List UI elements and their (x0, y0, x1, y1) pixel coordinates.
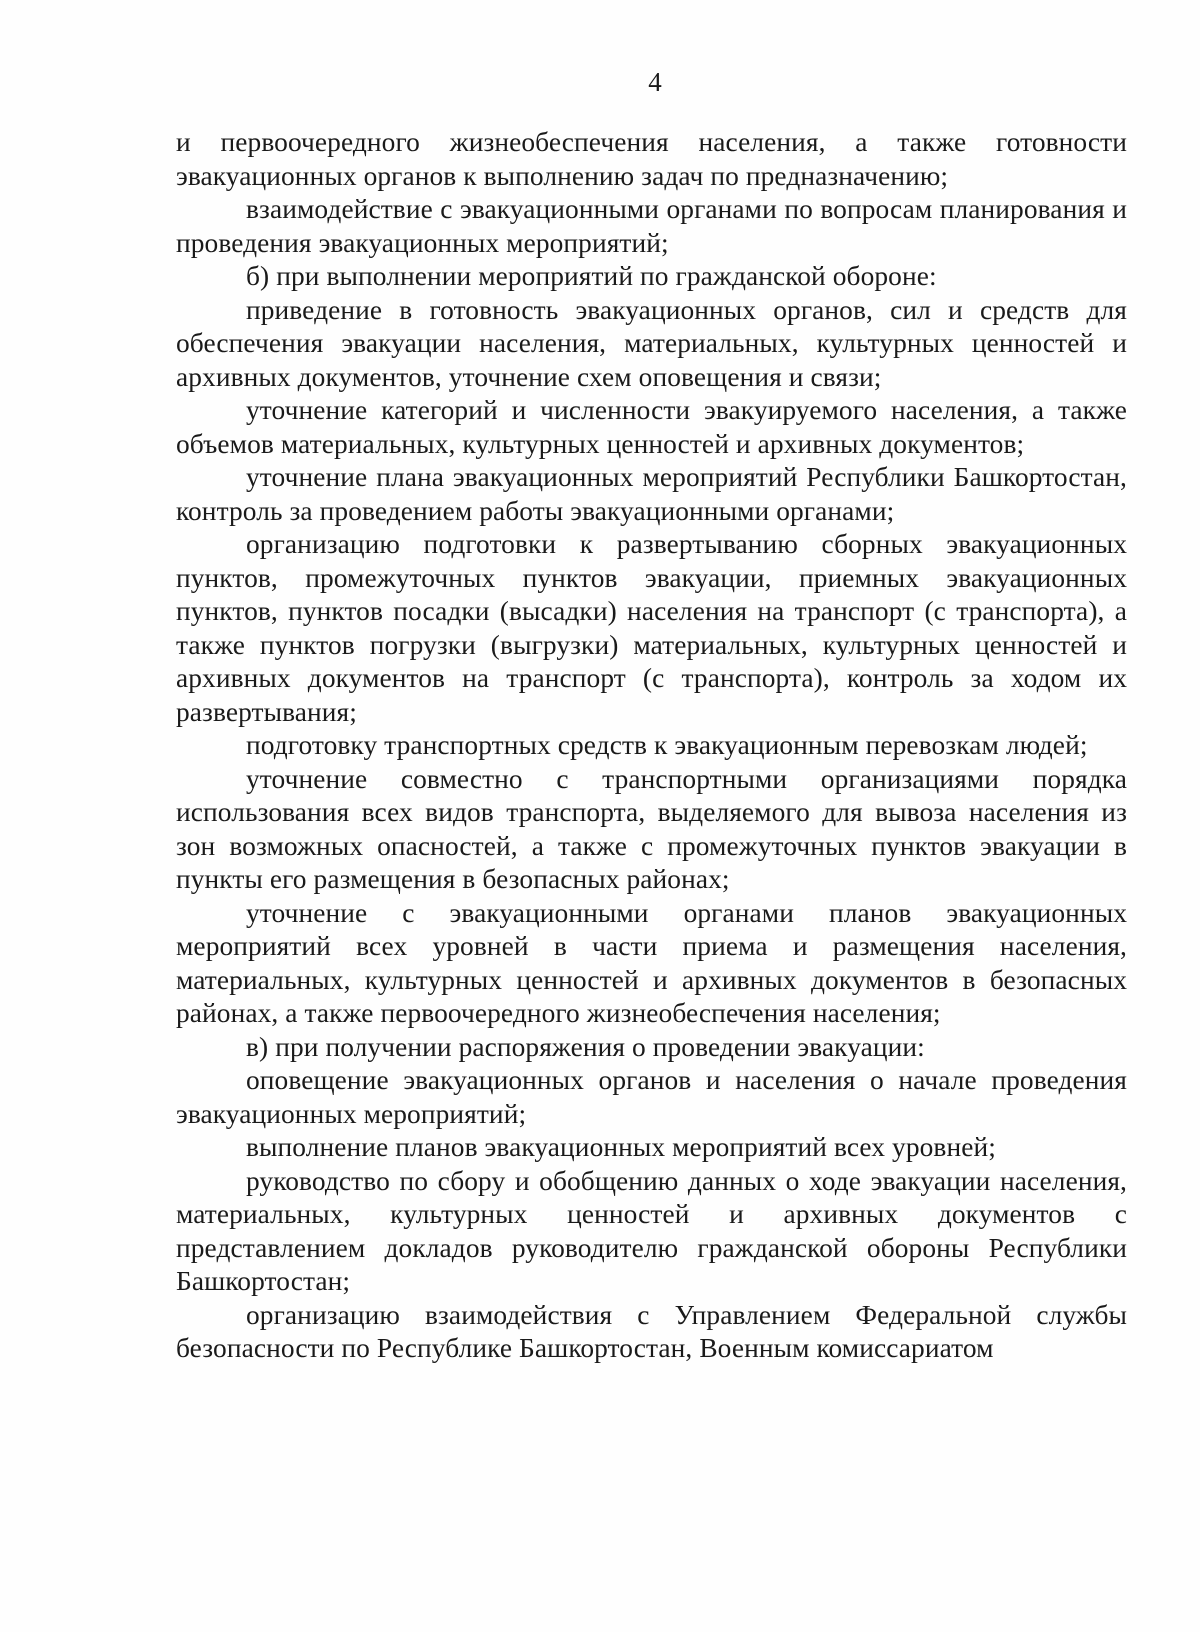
paragraph: выполнение планов эвакуационных мероприятий всех уровней; (246, 1132, 996, 1162)
document-body (176, 126, 1127, 1366)
paragraph: б) при выполнении мероприятий по гражданской обороне: (246, 261, 937, 291)
paragraph: уточнение с эвакуационными органами планов эвакуационных мероприятий всех уровней в части приема и размещения населения, материальных, культурных ценностей и архивных документов в безопасных районах, а также первоочередного жизнеобеспечения населения; (176, 897, 1127, 1028)
paragraph: приведение в готовность эвакуационных органов, сил и средств для обеспечения эвакуации населения, материальных, культурных ценностей и архивных документов, уточнение схем оповещения и связи; (176, 294, 1127, 392)
paragraph: взаимодействие с эвакуационными органами по вопросам планирования и проведения эвакуационных мероприятий; (176, 194, 1127, 258)
paragraph: и первоочередного жизнеобеспечения населения, а также готовности эвакуационных органов к выполнению задач по предназначению; (176, 127, 1127, 191)
paragraph: уточнение совместно с транспортными организациями порядка использования всех видов транспорта, выделяемого для вывоза населения из зон возможных опасностей, а также с промежуточных пунктов эвакуации в пункты его размещения в безопасных районах; (176, 763, 1127, 894)
page-number: 4 (648, 67, 662, 97)
paragraph: организацию взаимодействия с Управлением Федеральной службы безопасности по Республике Башкортостан, Военным комиссариатом (176, 1299, 1127, 1363)
paragraph: руководство по сбору и обобщению данных о ходе эвакуации населения, материальных, культурных ценностей и архивных документов с представлением докладов руководителю гражданской обороны Республики Башкортостан; (176, 1165, 1127, 1296)
paragraph: уточнение плана эвакуационных мероприятий Республики Башкортостан, контроль за проведением работы эвакуационными органами; (176, 462, 1127, 526)
paragraph: организацию подготовки к развертыванию сборных эвакуационных пунктов, промежуточных пунктов эвакуации, приемных эвакуационных пунктов, пунктов посадки (высадки) населения на транспорт (с транспорта), а также пунктов погрузки (выгрузки) материальных, культурных ценностей и архивных документов на транспорт (с транспорта), контроль за ходом их развертывания; (176, 529, 1127, 727)
paragraph: подготовку транспортных средств к эвакуационным перевозкам людей; (246, 730, 1088, 760)
paragraph: уточнение категорий и численности эвакуируемого населения, а также объемов материальных, культурных ценностей и архивных документов; (176, 395, 1127, 459)
paragraph: в) при получении распоряжения о проведении эвакуации: (246, 1031, 925, 1062)
paragraph: оповещение эвакуационных органов и населения о начале проведения эвакуационных мероприятий; (176, 1065, 1127, 1129)
